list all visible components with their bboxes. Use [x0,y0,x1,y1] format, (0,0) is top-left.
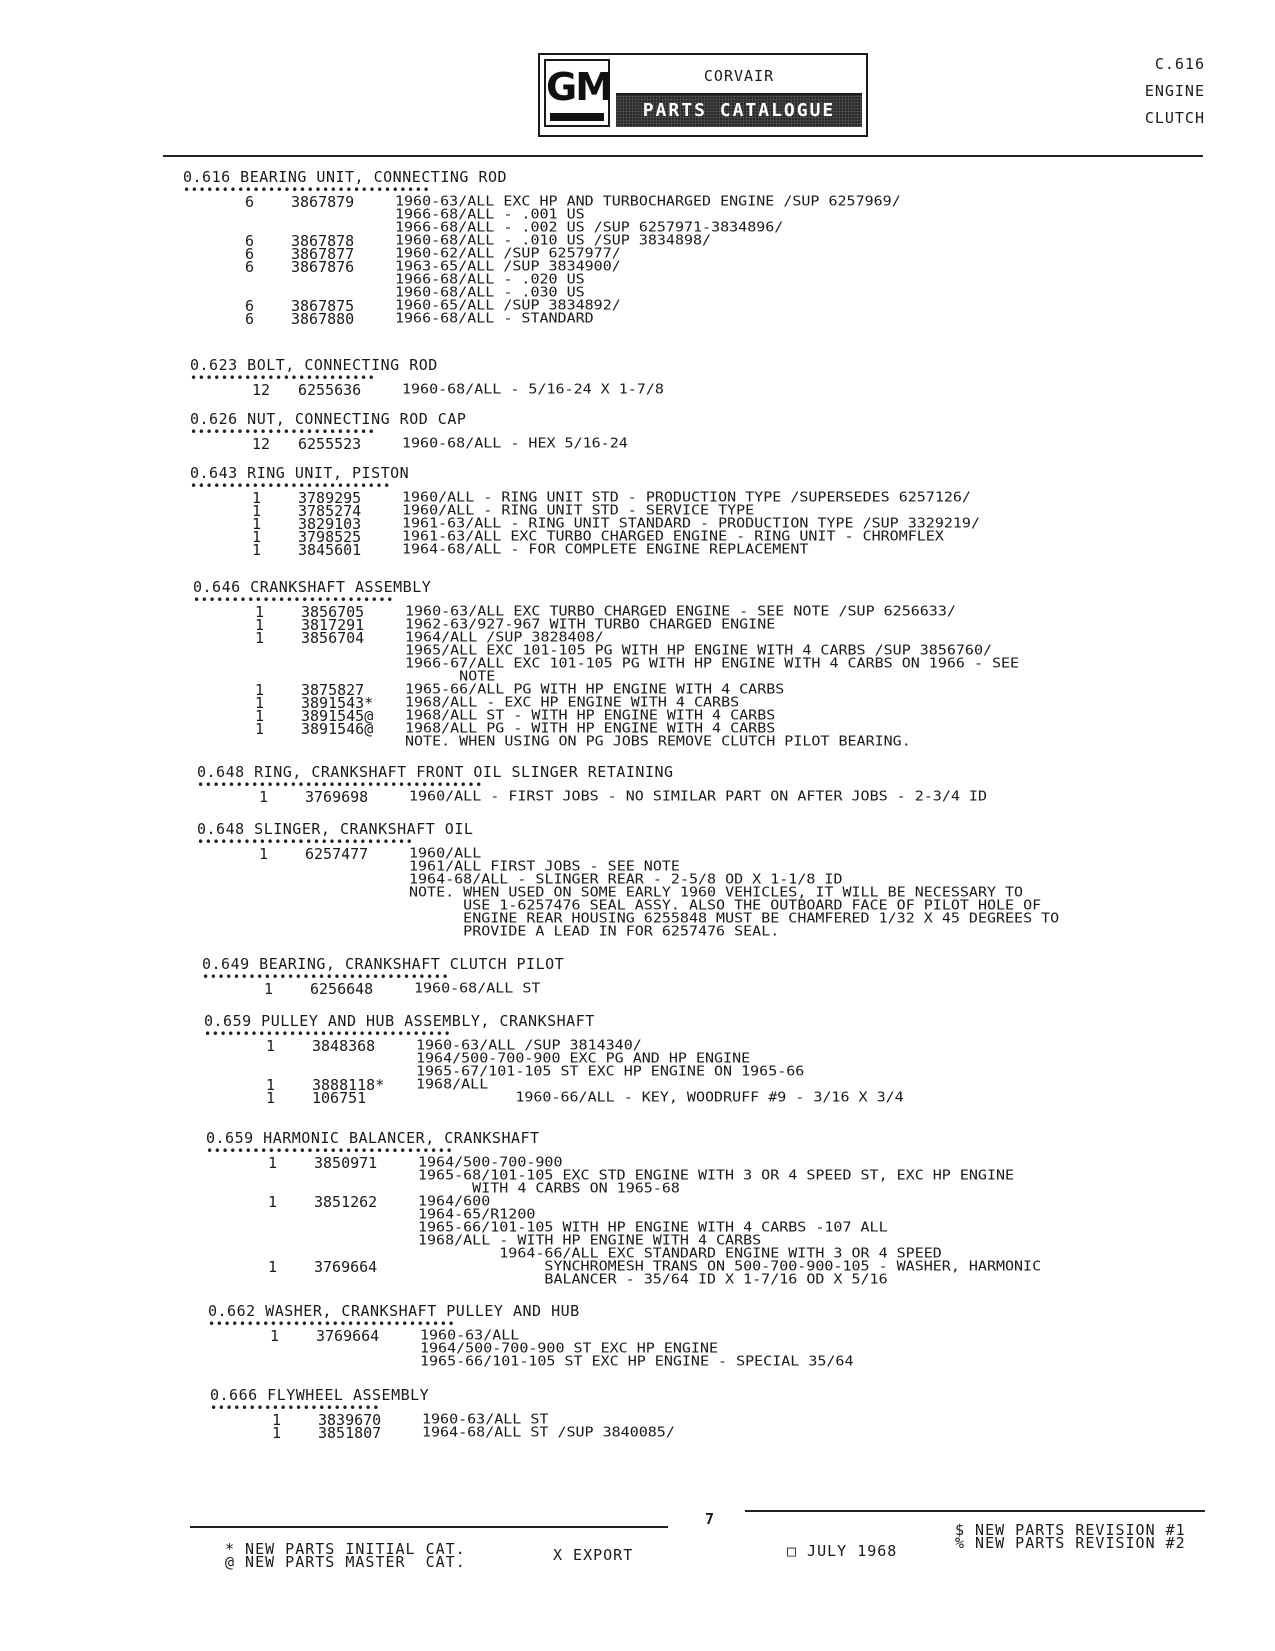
parts-section [202,955,1275,996]
part-number: 6255636 [298,381,362,399]
legend-new-master: @ NEW PARTS MASTER CAT. [225,1553,466,1571]
part-description: 1965-66/101-105 ST EXC HP ENGINE - SPECIAL 35/64 [420,1353,854,1370]
part-row [197,923,1275,940]
part-row [206,1271,1275,1288]
part-quantity: 1 [252,528,262,546]
legend-revision-1: $ NEW PARTS REVISION #1 [955,1521,1186,1539]
part-quantity: 1 [255,694,265,712]
part-quantity: 1 [268,1258,278,1276]
part-description: 1963-65/ALL /SUP 3834900/ [395,258,621,275]
part-description: WITH 4 CARBS ON 1965-68 [418,1180,680,1197]
parts-section [208,1302,1275,1369]
part-description: 1965/ALL EXC 101-105 PG WITH HP ENGINE WITH 4 CARBS /SUP 3856760/ [405,642,992,659]
part-description: PROVIDE A LEAD IN FOR 6257476 SEAL. [409,923,780,940]
part-description: BALANCER - 35/64 ID X 1-7/16 OD X 5/16 [418,1271,888,1288]
part-number: 3829103 [298,515,362,533]
part-description: 1960/ALL - FIRST JOBS - NO SIMILAR PART ON AFTER JOBS - 2-3/4 ID [409,788,987,805]
part-number: 3875827 [301,681,365,699]
part-number: 3769698 [305,788,369,806]
part-quantity: 6 [245,258,255,276]
part-description: ENGINE REAR HOUSING 6255848 MUST BE CHAMFERED 1/32 X 45 DEGREES TO [409,910,1060,927]
gm-logo-text: GM [546,65,612,109]
part-quantity: 1 [268,1154,278,1172]
section-title: 0.659 PULLEY AND HUB ASSEMBLY, CRANKSHAFT [204,1012,595,1030]
part-number: 3867875 [291,297,355,315]
part-description: 1962-63/927-967 WITH TURBO CHARGED ENGINE [405,616,776,633]
part-number: 3867876 [291,258,355,276]
part-description: 1968/ALL PG - WITH HP ENGINE WITH 4 CARBS [405,720,776,737]
part-description: 1964/500-700-900 [418,1154,563,1171]
parts-section [197,820,1275,939]
parts-section [190,356,1275,397]
parts-section [210,1386,1275,1440]
part-quantity: 1 [255,707,265,725]
parts-section [197,763,1275,804]
gm-parts-catalogue-logo [538,53,868,137]
brand-name: CORVAIR [616,59,862,95]
section-title: 0.649 BEARING, CRANKSHAFT CLUTCH PILOT [202,955,565,973]
section-title: 0.648 SLINGER, CRANKSHAFT OIL [197,820,474,838]
part-description: 1966-68/ALL - STANDARD [395,310,594,327]
section-title: 0.659 HARMONIC BALANCER, CRANKSHAFT [206,1129,540,1147]
part-description: USE 1-6257476 SEAL ASSY. ALSO THE OUTBOARD FACE OF PILOT HOLE OF [409,897,1042,914]
part-quantity: 6 [245,232,255,250]
part-number: 3839670 [318,1411,382,1429]
part-number: 3891546@ [301,720,374,738]
part-description: 1961-63/ALL EXC TURBO CHARGED ENGINE - RING UNIT - CHROMFLEX [402,528,944,545]
part-description: 1968/ALL - WITH HP ENGINE WITH 4 CARBS [418,1232,762,1249]
part-description: 1964-65/R1200 [418,1206,536,1223]
part-row [202,980,1275,998]
part-row [193,655,1275,672]
part-row [208,1353,1275,1370]
part-description: 1960-68/ALL - HEX 5/16-24 [402,435,628,452]
group-name: ENGINE [1144,82,1205,100]
part-quantity: 1 [266,1089,276,1107]
part-quantity: 1 [266,1076,276,1094]
part-row [183,271,1275,288]
part-quantity: 1 [255,681,265,699]
part-number: 3888118* [312,1076,385,1094]
part-quantity: 1 [252,541,262,559]
part-description: 1960-63/ALL /SUP 3814340/ [416,1037,642,1054]
part-description: 1966-68/ALL - .001 US [395,206,585,223]
section-title: 0.648 RING, CRANKSHAFT FRONT OIL SLINGER RETAINING [197,763,674,781]
section-title: 0.623 BOLT, CONNECTING ROD [190,356,438,374]
part-row [190,435,1275,453]
section-title: 0.643 RING UNIT, PISTON [190,464,410,482]
part-number: 106751 [312,1089,367,1107]
section-leader-dots: •••••••••••••••••••••••• [190,371,376,385]
part-description: 1965-66/ALL PG WITH HP ENGINE WITH 4 CARBS [405,681,785,698]
part-number: 6257477 [305,845,369,863]
section-leader-dots: •••••••••••••••••••••••••••••••• [202,970,450,984]
parts-section [193,578,1275,749]
part-quantity: 6 [245,297,255,315]
part-row [206,1167,1275,1184]
part-description: 1965-66/101-105 WITH HP ENGINE WITH 4 CARBS -107 ALL [418,1219,888,1236]
part-description: NOTE. WHEN USING ON PG JOBS REMOVE CLUTCH PILOT BEARING. [405,733,911,750]
part-description: NOTE [405,668,496,685]
part-quantity: 1 [255,603,265,621]
section-leader-dots: •••••••••••••••••••••• [210,1401,380,1415]
part-number: 3856704 [301,629,365,647]
header-rule [163,155,1203,157]
part-row [190,541,1275,559]
part-description: 1964-68/ALL - SLINGER REAR - 2-5/8 OD X 1-1/8 ID [409,871,843,888]
part-description: 1965-68/101-105 EXC STD ENGINE WITH 3 OR 4 SPEED ST, EXC HP ENGINE [418,1167,1015,1184]
parts-section [206,1129,1275,1287]
part-description: 1964/600 [418,1193,491,1210]
section-leader-dots: •••••••••••••••••••••••••• [190,479,391,493]
page-number: 7 [705,1510,716,1528]
part-description: 1966-68/ALL - .002 US /SUP 6257971-3834896/ [395,219,784,236]
part-number: 3769664 [316,1327,380,1345]
part-description: 1964/ALL /SUP 3828408/ [405,629,604,646]
part-quantity: 6 [245,245,255,263]
catalogue-banner: PARTS CATALOGUE [616,95,862,127]
part-description: 1960-63/ALL EXC TURBO CHARGED ENGINE - SEE NOTE /SUP 6256633/ [405,603,956,620]
parts-section [183,168,1275,326]
footer-rule-right [745,1510,1205,1512]
part-description: 1965-67/101-105 ST EXC HP ENGINE ON 1965-66 [416,1063,805,1080]
part-number: 3867879 [291,193,355,211]
part-quantity: 1 [259,845,269,863]
part-description: 1964/500-700-900 ST EXC HP ENGINE [420,1340,719,1357]
part-description: 1968/ALL [416,1076,489,1093]
part-number: 3789295 [298,489,362,507]
section-leader-dots: •••••••••••••••••••••••••••••••• [183,183,431,197]
part-quantity: 1 [255,720,265,738]
part-description: 1960-63/ALL EXC HP AND TURBOCHARGED ENGINE /SUP 6257969/ [395,193,901,210]
part-number: 6255523 [298,435,362,453]
subgroup-name: CLUTCH [1144,109,1205,127]
part-row [208,1327,1275,1345]
part-description: 1961-63/ALL - RING UNIT STANDARD - PRODUCTION TYPE /SUP 3329219/ [402,515,980,532]
part-row [183,258,1275,276]
section-title: 0.662 WASHER, CRANKSHAFT PULLEY AND HUB [208,1302,580,1320]
part-number: 3891543* [301,694,374,712]
parts-section [190,464,1275,557]
part-description: 1964/500-700-900 EXC PG AND HP ENGINE [416,1050,751,1067]
part-number: 3867878 [291,232,355,250]
part-description: 1960-66/ALL - KEY, WOODRUFF #9 - 3/16 X 3/4 [416,1089,904,1106]
part-description: 1960-65/ALL /SUP 3834892/ [395,297,621,314]
part-row [183,193,1275,211]
section-leader-dots: •••••••••••••••••••••••••••••••• [204,1027,452,1041]
section-leader-dots: •••••••••••••••••••••••••••••••• [208,1317,456,1331]
part-number: 3867877 [291,245,355,263]
part-row [206,1193,1275,1211]
part-quantity: 1 [272,1411,282,1429]
part-row [193,733,1275,750]
part-number: 3851807 [318,1424,382,1442]
part-quantity: 1 [268,1193,278,1211]
part-quantity: 1 [252,489,262,507]
part-description: 1964-68/ALL - FOR COMPLETE ENGINE REPLACEMENT [402,541,809,558]
section-title: 0.646 CRANKSHAFT ASSEMBLY [193,578,432,596]
part-description: 1960-63/ALL [420,1327,520,1344]
legend-export: X EXPORT [553,1546,634,1564]
part-description: 1960-63/ALL ST [422,1411,549,1428]
part-row [197,788,1275,806]
part-quantity: 1 [252,515,262,533]
footer-rule-left [190,1526,668,1528]
legend-date: □ JULY 1968 [787,1542,898,1560]
part-description: 1960-68/ALL - 5/16-24 X 1-7/8 [402,381,664,398]
part-quantity: 1 [259,788,269,806]
section-leader-dots: ••••••••••••••••••••••••••••••••••••• [197,778,483,792]
part-description: NOTE. WHEN USED ON SOME EARLY 1960 VEHICLES, IT WILL BE NECESSARY TO [409,884,1024,901]
part-quantity: 1 [255,616,265,634]
legend-revision-2: % NEW PARTS REVISION #2 [955,1534,1186,1552]
part-description: 1960/ALL - RING UNIT STD - SERVICE TYPE [402,502,755,519]
section-title: 0.626 NUT, CONNECTING ROD CAP [190,410,467,428]
part-number: 3891545@ [301,707,374,725]
part-quantity: 1 [270,1327,280,1345]
part-number: 3851262 [314,1193,378,1211]
part-number: 6256648 [310,980,374,998]
part-description: 1960-62/ALL /SUP 6257977/ [395,245,621,262]
part-description: 1966-68/ALL - .020 US [395,271,585,288]
part-number: 3867880 [291,310,355,328]
part-quantity: 1 [266,1037,276,1055]
legend-new-initial: * NEW PARTS INITIAL CAT. [225,1540,466,1558]
section-leader-dots: •••••••••••••••••••••••••••• [197,835,414,849]
gm-logo [544,59,610,127]
section-leader-dots: •••••••••••••••••••••••• [190,425,376,439]
part-row [204,1089,1275,1107]
part-description: 1964-66/ALL EXC STANDARD ENGINE WITH 3 OR 4 SPEED [418,1245,942,1262]
part-number: 3769664 [314,1258,378,1276]
part-description: 1960-68/ALL ST [414,980,541,997]
part-quantity: 1 [272,1424,282,1442]
part-number: 3785274 [298,502,362,520]
part-row [190,381,1275,399]
section-title: 0.666 FLYWHEEL ASSEMBLY [210,1386,430,1404]
part-row [183,310,1275,328]
part-row [210,1424,1275,1442]
gm-logo-underline [550,113,604,121]
section-leader-dots: •••••••••••••••••••••••••• [193,593,394,607]
part-quantity: 6 [245,193,255,211]
part-description: SYNCHROMESH TRANS ON 500-700-900-105 - WASHER, HARMONIC [418,1258,1042,1275]
part-number: 3856705 [301,603,365,621]
part-quantity: 1 [252,502,262,520]
part-description: 1968/ALL - EXC HP ENGINE WITH 4 CARBS [405,694,740,711]
parts-section [204,1012,1275,1105]
section-title: 0.616 BEARING UNIT, CONNECTING ROD [183,168,508,186]
part-description: 1960-68/ALL - .010 US /SUP 3834898/ [395,232,712,249]
group-code: C.616 [1154,55,1205,73]
part-number: 3798525 [298,528,362,546]
part-quantity: 1 [264,980,274,998]
part-description: 1964-68/ALL ST /SUP 3840085/ [422,1424,675,1441]
part-description: 1966-67/ALL EXC 101-105 PG WITH HP ENGINE WITH 4 CARBS ON 1966 - SEE [405,655,1020,672]
part-number: 3848368 [312,1037,376,1055]
part-number: 3850971 [314,1154,378,1172]
part-description: 1960/ALL [409,845,482,862]
section-leader-dots: •••••••••••••••••••••••••••••••• [206,1144,454,1158]
part-quantity: 12 [252,381,271,399]
part-row [197,845,1275,863]
parts-section [190,410,1275,451]
part-number: 3817291 [301,616,365,634]
part-description: 1961/ALL FIRST JOBS - SEE NOTE [409,858,680,875]
part-quantity: 6 [245,310,255,328]
part-description: 1960/ALL - RING UNIT STD - PRODUCTION TYPE /SUPERSEDES 6257126/ [402,489,971,506]
part-quantity: 1 [255,629,265,647]
part-description: 1960-68/ALL - .030 US [395,284,585,301]
part-number: 3845601 [298,541,362,559]
part-description: 1968/ALL ST - WITH HP ENGINE WITH 4 CARBS [405,707,776,724]
part-quantity: 12 [252,435,271,453]
